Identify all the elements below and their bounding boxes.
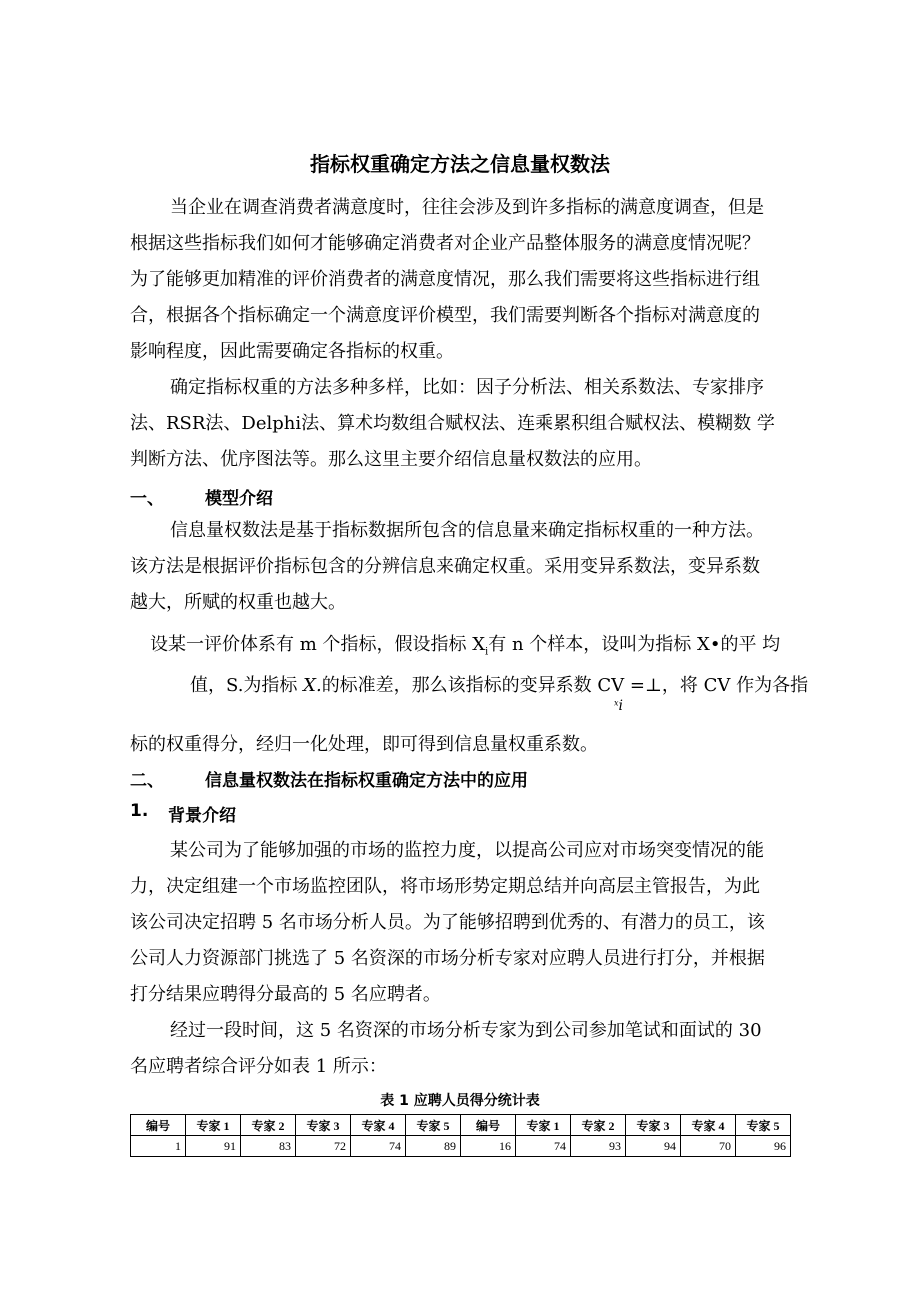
intro-line-1: 当企业在调查消费者满意度时，往往会涉及到许多指标的满意度调查，但是 bbox=[170, 197, 764, 218]
table-cell: 93 bbox=[571, 1136, 626, 1157]
methods-line-2: 法、RSR法、Delphi法、算术均数组合赋权法、连乘累积组合赋权法、模糊数 学 bbox=[130, 413, 775, 434]
table-cell: 1 bbox=[131, 1136, 186, 1157]
header-expert-2: 专家 2 bbox=[241, 1115, 296, 1136]
intro-line-4: 合，根据各个指标确定一个满意度评价模型，我们需要判断各个指标对满意度的 bbox=[130, 305, 760, 326]
methods-line-1: 确定指标权重的方法多种多样，比如：因子分析法、相关系数法、专家排序 bbox=[170, 377, 764, 398]
page-title: 指标权重确定方法之信息量权数法 bbox=[310, 152, 610, 176]
section-2-heading: 信息量权数法在指标权重确定方法中的应用 bbox=[205, 771, 528, 791]
formula-line-1 bbox=[150, 630, 780, 658]
table-cell: 94 bbox=[626, 1136, 681, 1157]
header-expert-3: 专家 3 bbox=[296, 1115, 351, 1136]
table-header-row bbox=[131, 1115, 791, 1136]
scores-line-1: 经过一段时间，这 5 名资深的市场分析专家为到公司参加笔试和面试的 30 bbox=[170, 1020, 762, 1041]
background-line-4: 公司人力资源部门挑选了 5 名资深的市场分析专家对应聘人员进行打分，并根据 bbox=[130, 948, 765, 969]
background-line-1: 某公司为了能够加强的市场的监控力度，以提高公司应对市场突变情况的能 bbox=[170, 840, 764, 861]
fraction-x: x bbox=[614, 698, 619, 708]
formula-text-b: 有 n 个样本，设叫为指标 X•的平 均 bbox=[488, 634, 781, 655]
background-line-2: 力，决定组建一个市场监控团队，将市场形势定期总结并向高层主管报告，为此 bbox=[130, 876, 760, 897]
score-table bbox=[130, 1114, 791, 1157]
model-line-2: 该方法是根据评价指标包含的分辨信息来确定权重。采用变异系数法，变异系数 bbox=[130, 556, 760, 577]
header-expert-2b: 专家 2 bbox=[571, 1115, 626, 1136]
intro-line-3: 为了能够更加精准的评价消费者的满意度情况，那么我们需要将这些指标进行组 bbox=[130, 269, 760, 290]
table-cell: 70 bbox=[681, 1136, 736, 1157]
table-cell: 89 bbox=[406, 1136, 461, 1157]
section-1-number: 一、 bbox=[130, 489, 164, 509]
header-id: 编号 bbox=[131, 1115, 186, 1136]
table-cell: 91 bbox=[186, 1136, 241, 1157]
formula-line-3: 标的权重得分，经归一化处理，即可得到信息量权重系数。 bbox=[130, 734, 598, 755]
table-cell: 83 bbox=[241, 1136, 296, 1157]
header-expert-4: 专家 4 bbox=[351, 1115, 406, 1136]
table-caption: 表 1 应聘人员得分统计表 bbox=[380, 1093, 540, 1109]
model-line-1: 信息量权数法是基于指标数据所包含的信息量来确定指标权重的一种方法。 bbox=[170, 520, 764, 541]
section-2-number: 二、 bbox=[130, 771, 164, 791]
header-expert-1b: 专家 1 bbox=[516, 1115, 571, 1136]
table-cell: 74 bbox=[516, 1136, 571, 1157]
scores-line-2: 名应聘者综合评分如表 1 所示： bbox=[130, 1056, 387, 1077]
subsection-1-number: 1. bbox=[130, 801, 149, 821]
header-expert-4b: 专家 4 bbox=[681, 1115, 736, 1136]
formula-subscript-i: i bbox=[485, 646, 489, 658]
formula-text-d: 的标准差，那么该指标的变异系数 CV =⊥，将 CV 作为各指 bbox=[321, 675, 809, 696]
header-expert-1: 专家 1 bbox=[186, 1115, 241, 1136]
table-cell: 72 bbox=[296, 1136, 351, 1157]
formula-text-c: 值，S.为指标 bbox=[190, 675, 304, 696]
header-id-2: 编号 bbox=[461, 1115, 516, 1136]
model-line-3: 越大，所赋的权重也越大。 bbox=[130, 592, 346, 613]
formula-variable-x: X. bbox=[303, 675, 322, 696]
header-expert-3b: 专家 3 bbox=[626, 1115, 681, 1136]
intro-line-2: 根据这些指标我们如何才能够确定消费者对企业产品整体服务的满意度情况呢？ bbox=[130, 233, 760, 254]
table-cell: 96 bbox=[736, 1136, 791, 1157]
background-line-5: 打分结果应聘得分最高的 5 名应聘者。 bbox=[130, 984, 441, 1005]
background-line-3: 该公司决定招聘 5 名市场分析人员。为了能够招聘到优秀的、有潜力的员工，该 bbox=[130, 912, 765, 933]
formula-text-a: 设某一评价体系有 m 个指标，假设指标 X bbox=[150, 634, 486, 655]
methods-line-3: 判断方法、优序图法等。那么这里主要介绍信息量权数法的应用。 bbox=[130, 449, 652, 470]
subsection-1-heading: 背景介绍 bbox=[168, 806, 236, 826]
formula-line-2 bbox=[190, 671, 808, 697]
intro-line-5: 影响程度，因此需要确定各指标的权重。 bbox=[130, 341, 454, 362]
fraction-denominator bbox=[614, 698, 623, 714]
table-row bbox=[131, 1136, 791, 1157]
fraction-i: i bbox=[618, 698, 623, 714]
section-1-heading: 模型介绍 bbox=[205, 489, 273, 509]
table-cell: 74 bbox=[351, 1136, 406, 1157]
header-expert-5b: 专家 5 bbox=[736, 1115, 791, 1136]
header-expert-5: 专家 5 bbox=[406, 1115, 461, 1136]
table-cell: 16 bbox=[461, 1136, 516, 1157]
